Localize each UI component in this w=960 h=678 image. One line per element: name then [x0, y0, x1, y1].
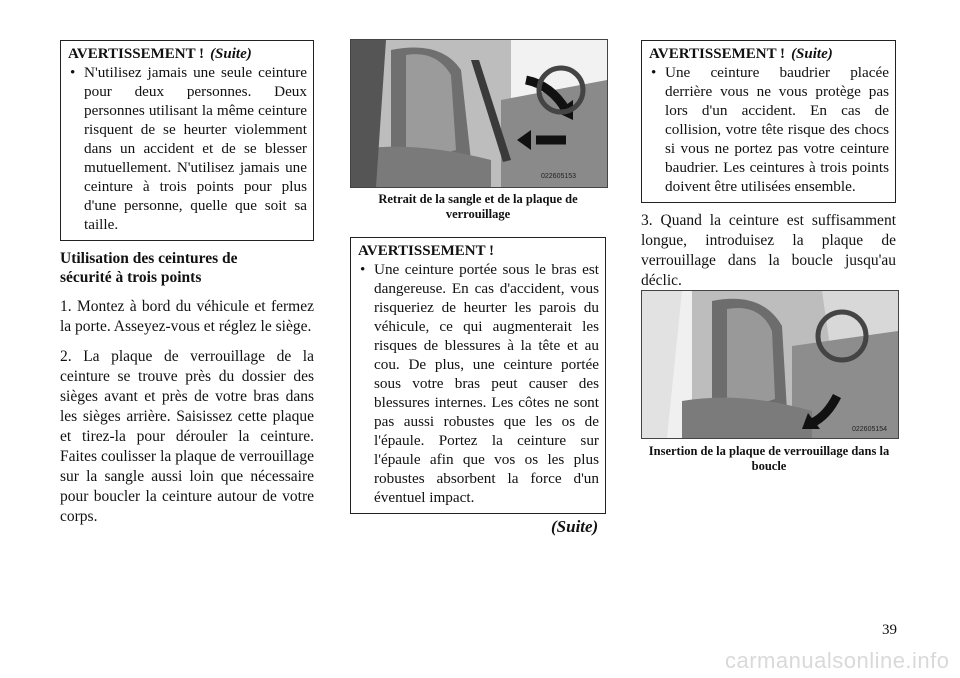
figure-code: 022605154: [852, 426, 888, 433]
step-3: 3. Quand la ceinture est suffisamment longue, introduisez la plaque de verrouillage dans la boucle jusqu'au déclic.: [641, 212, 896, 289]
buckle-illustration: [642, 291, 898, 438]
figure-code: 022605153: [541, 173, 577, 180]
section-heading: Utilisation des ceintures de sécurité à trois points: [60, 250, 238, 286]
warning-box-middle: [350, 237, 606, 514]
warning-suite: (Suite): [210, 46, 252, 62]
seat-illustration: [351, 40, 607, 187]
watermark: carmanualsonline.info: [725, 648, 950, 673]
step-2: 2. La plaque de verrouillage de la ceinture se trouve près du dossier des sièges avant et près de votre bras dans les sièges arrière. Saisissez cette plaque et tirez-la pour dérouler la ceinture. Faites coulisser la plaque de verrouillage sur la sangle aussi loin que nécessaire pour boucler la ceinture autour de votre corps.: [60, 348, 314, 525]
warning-suite: (Suite): [791, 46, 833, 62]
figure-caption-insert: Insertion de la plaque de verrouillage dans la boucle: [648, 444, 890, 473]
step-1: 1. Montez à bord du véhicule et fermez la porte. Asseyez-vous et réglez le siège.: [60, 298, 314, 335]
warning-bullet: • Une ceinture baudrier placée derrière vous ne vous protège pas lors d'un accident. En cas de collision, votre tête risque des chocs si vous ne portez pas votre ceinture baudrier. Les ceintures à trois points doivent être utilisées ensemble.: [649, 63, 889, 196]
page-number: 39: [882, 622, 897, 638]
figure-caption-pull: Retrait de la sangle et de la plaque de verrouillage: [378, 192, 578, 221]
warning-bullet: • Une ceinture portée sous le bras est dangereuse. En cas d'accident, vous risqueriez de heurter les parois du véhicule, ce qui augmenterait les risques de blessures à la tête et au cou. De plus, une ceinture portée sous votre bras peut causer des blessures internes. Les côtes ne sont pas aussi robustes que les os de l'épaule. Portez la ceinture sur l'épaule afin que vos os les plus robustes absorbent la force d'un éventuel impact.: [358, 260, 599, 507]
warning-bullet: • N'utilisez jamais une seule ceinture pour deux personnes. Deux personnes utilisant la même ceinture risquent de se heurter violemment dans un accident et de se blesser mutuellement. N'utilisez jamais une ceinture à trois points pour plus d'une personne, quelle que soit sa taille.: [68, 63, 307, 234]
warning-title: AVERTISSEMENT ! (Suite): [68, 46, 252, 62]
right-column: [641, 40, 896, 291]
continued-label: (Suite): [551, 517, 599, 536]
figure-buckle-insert: [641, 290, 899, 439]
left-column: [60, 40, 314, 527]
warning-box-right: [641, 40, 896, 203]
figure-seatbelt-pull: [350, 39, 608, 188]
warning-title: AVERTISSEMENT !: [358, 243, 495, 259]
warning-title: AVERTISSEMENT ! (Suite): [649, 46, 833, 62]
warning-box-left: [60, 40, 314, 241]
